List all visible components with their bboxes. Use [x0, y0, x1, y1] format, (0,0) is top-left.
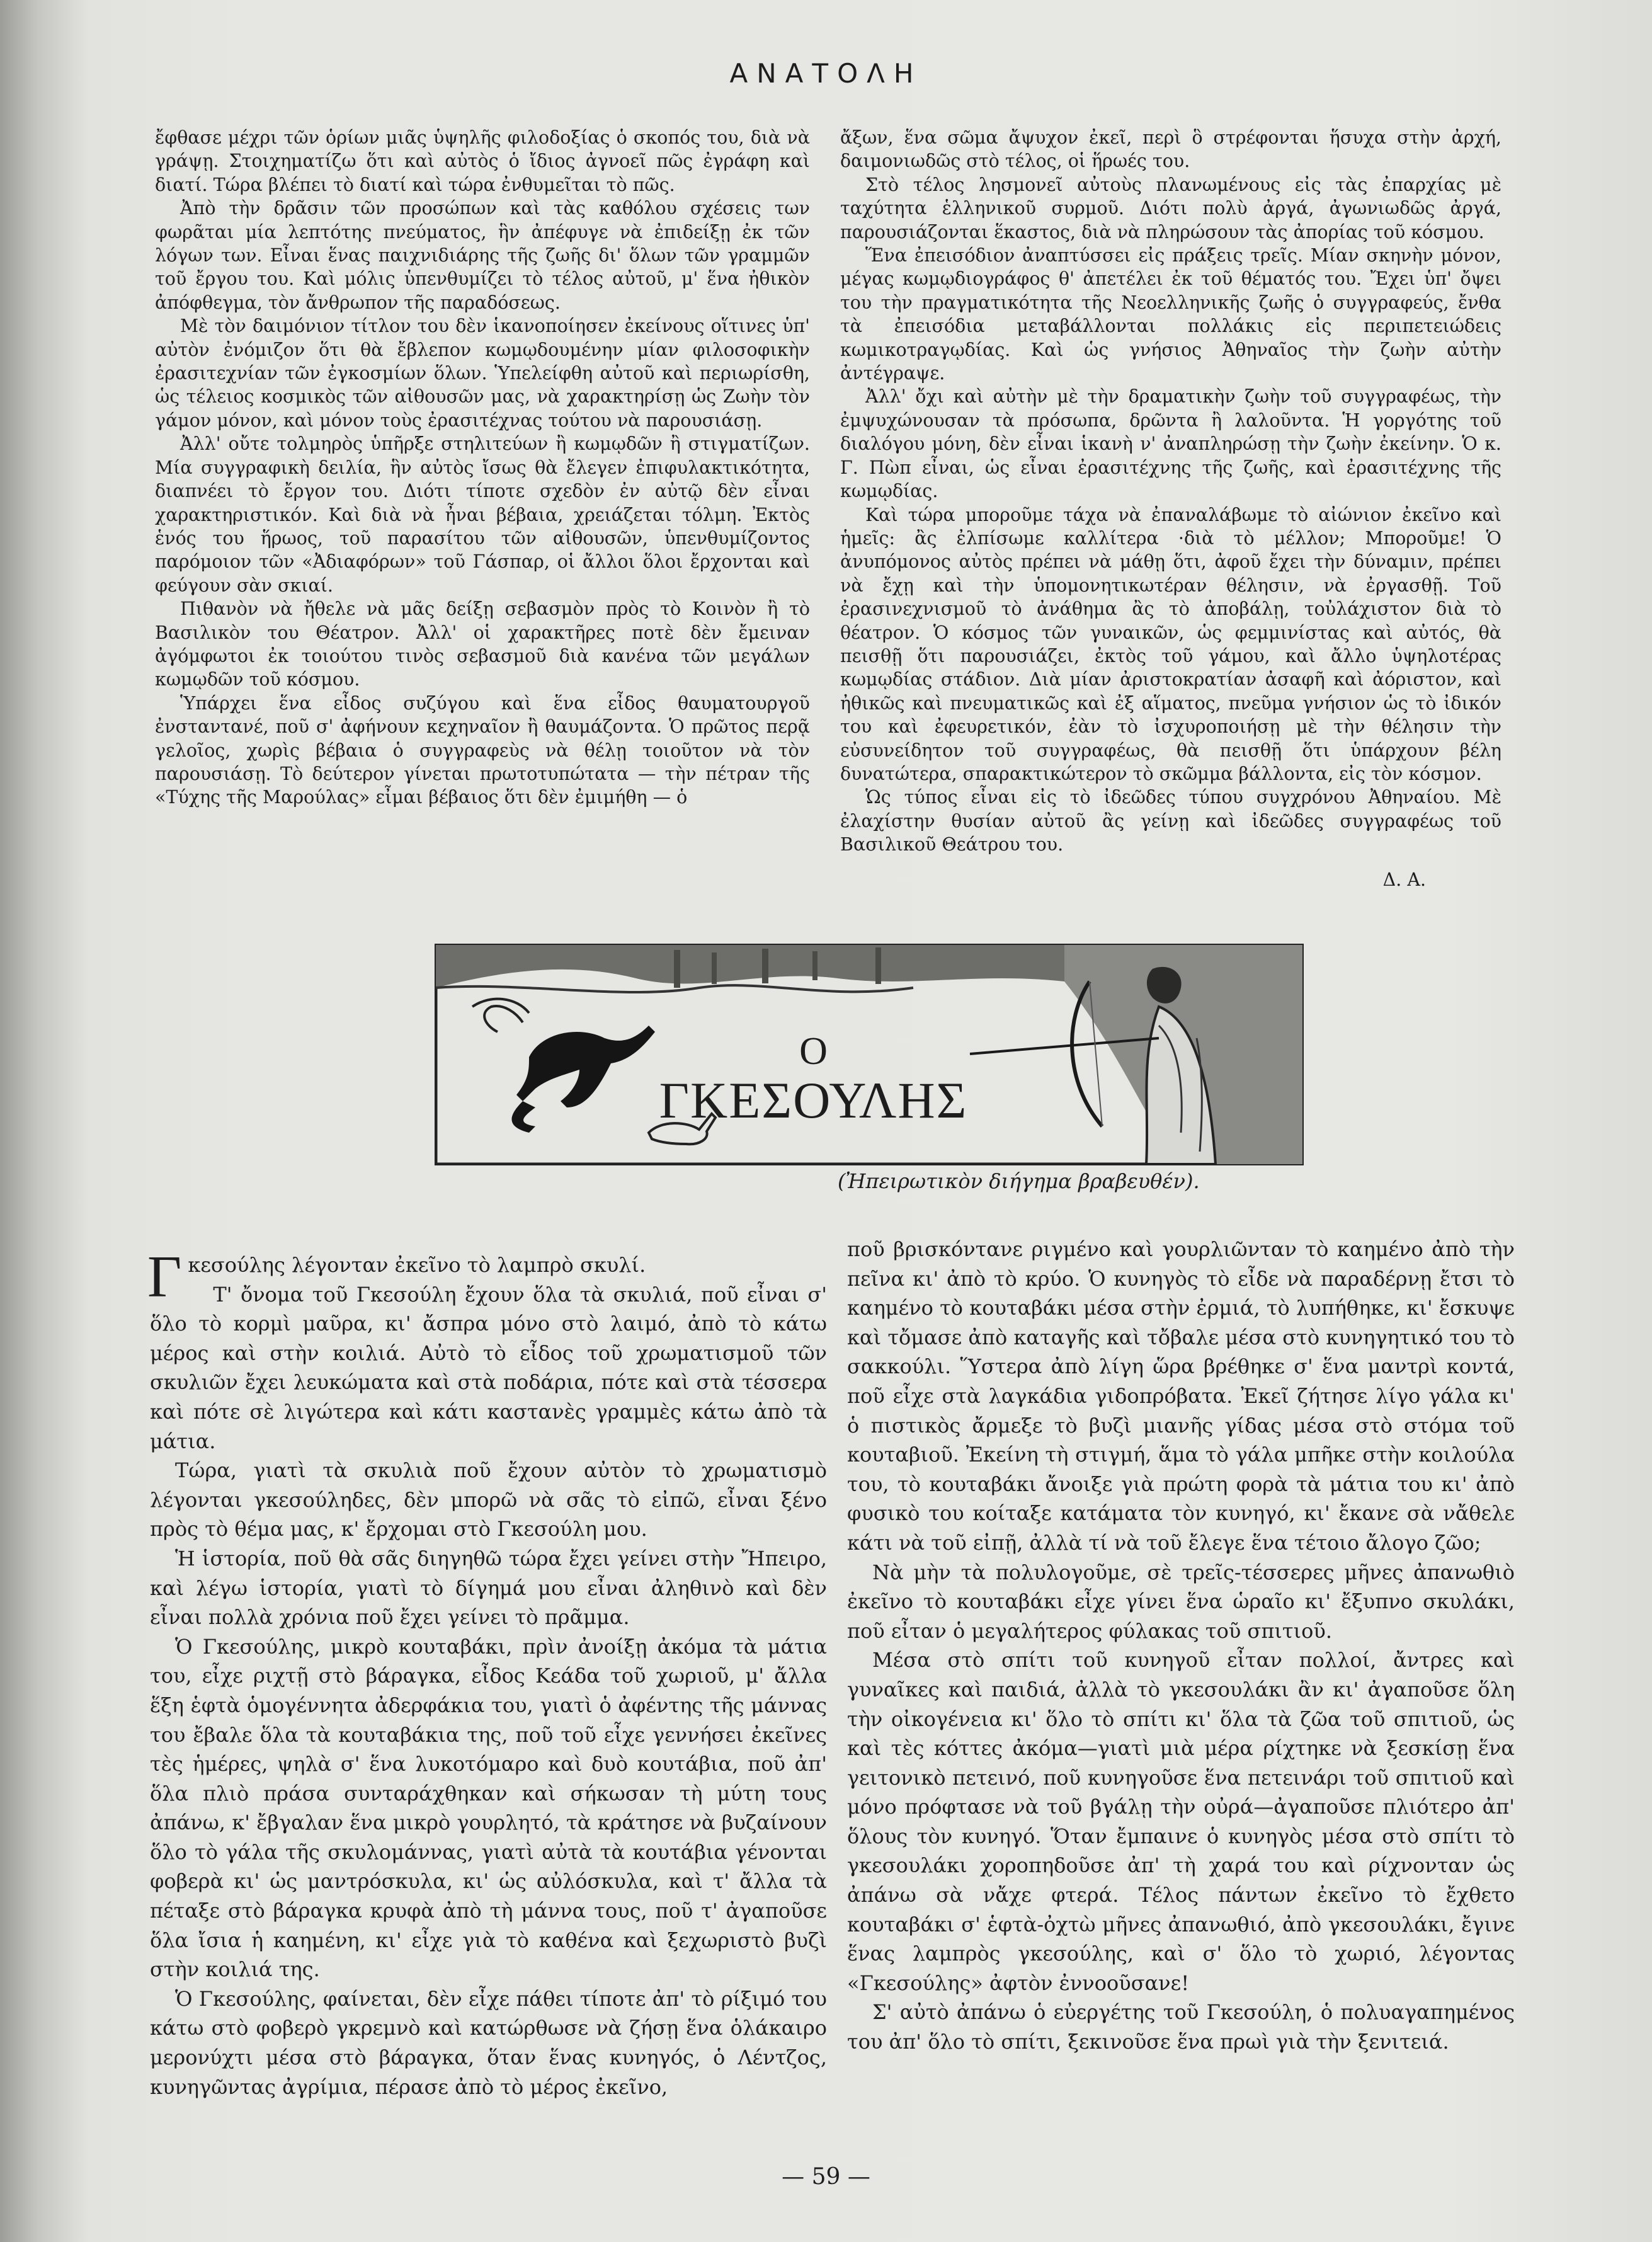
paragraph: Γκεσούλης λέγονταν ἐκεῖνο τὸ λαμπρὸ σκυλί. [147, 1244, 646, 1310]
paragraph: Ὁ Γκεσούλης, μικρὸ κουταβάκι, πρὶν ἀνοίξῃ ἀκόμα τὰ μάτια του, εἶχε ριχτῇ στὸ βάραγκα, εἶδος Κεάδα τοῦ χωριοῦ, μ' ἄλλα ἕξη ἑφτὰ ὁμογέννητα ἀδερφάκια του, γιατὶ ὁ ἀφέντης τῆς μάννας του ἔβαλε ὅλα τὰ κουταβάκια της, ποῦ τοῦ εἶχε γεννήσει ἐκεῖνες τὲς ἡμέρες, ψηλὰ σ' ἕνα λυκοτόμαρο καὶ δυὸ κουτάβια, ποῦ ἀπ' ὅλα πλιὸ πράσα συνταράχθηκαν καὶ σήκωσαν τὴ μύτη τους ἀπάνω, κ' ἔβγαλαν ἕνα μικρὸ γουρλητό, τὰ κράτησε νὰ βυζαίνουν ὅλο τὸ γάλα τῆς σκυλομάννας, γιατὶ αὐτὰ τὰ κουτάβια γένονται φοβερὰ κι' ὡς μαντρόσκυλα, κι' ὡς αὐλόσκυλα, καὶ τ' ἄλλα τὰ πέταξε στὸ βάραγκα κρυφὰ ἀπὸ τὴ μάννα τους, ποῦ τ' ἀγαποῦσε ὅλα ἴσια ἡ καημένη, κι' εἶχε γιὰ τὸ καθένα καὶ ξεχωριστὸ βυζὶ στὴν κοιλιά της. [150, 1634, 827, 1982]
paragraph: Ἡ ἱστορία, ποῦ θὰ σᾶς διηγηθῶ τώρα ἔχει γείνει στὴν Ἤπειρο, καὶ λέγω ἱστορία, γιατὶ τὸ δίγημά μου εἶναι ἀληθινὸ καὶ δὲν εἶναι πολλὰ χρόνια ποῦ ἔχει γείνει τὸ πρᾶμμα. [150, 1546, 827, 1630]
second-dog-outline [484, 1006, 523, 1032]
paragraph: Πιθανὸν νὰ ἤθελε νὰ μᾶς δείξῃ σεβασμὸν πρὸς τὸ Κοινὸν ἢ τὸ Βασιλικὸν του Θέατρον. Ἀλλ' οἱ χαρακτῆρες ποτὲ δὲν ἔμειναν ἀγόμφωτοι ἐκ τοιούτου τινὸς σεβασμοῦ διὰ κανένα τῶν μεγάλων κωμῳδῶν τοῦ κόσμου. [155, 598, 810, 690]
paragraph: Ἕνα ἐπεισόδιον ἀναπτύσσει εἰς πράξεις τρεῖς. Μίαν σκηνὴν μόνον, μέγας κωμῳδιογράφος θ' ἀπετέλει ἐκ τοῦ θέματός του. Ἔχει ὑπ' ὄψει του τὴν πραγματικότητα τῆς Νεοελληνικῆς ζωῆς ὁ συγγραφεύς, ἔνθα τὰ ἐπεισόδια μεταβάλλονται πολλάκις εἰς περιπετειώδεις κωμικοτραγῳδίας. Καὶ ὡς γνήσιος Ἀθηναῖος τὴν ζωὴν αὐτὴν ἀντέγραψε. [840, 245, 1501, 384]
story-column-right [847, 1235, 1515, 2057]
paragraph: Ἀλλ' ὄχι καὶ αὐτὴν μὲ τὴν δραματικὴν ζωὴν τοῦ συγγραφέως, τὴν ἐμψυχώνουσαν τὰ πρόσωπα, δρῶντα ἢ λαλοῦντα. Ἡ γοργότης τοῦ διαλόγου μόνη, δὲν εἶναι ἱκανὴ ν' ἀναπληρώσῃ τὴν ζωὴν ἐκείνην. Ὁ κ. Γ. Πὼπ εἶναι, ὡς εἶναι ἐρασιτέχνης τῆς ζωῆς, καὶ ἐρασιτέχνης τῆς κωμῳδίας. [840, 386, 1501, 502]
paragraph: ἄξων, ἕνα σῶμα ἄψυχον ἐκεῖ, περὶ ὃ στρέφονται ἥσυχα στὴν ἀρχή, δαιμονιωδῶς στὸ τέλος, οἱ ἥρωές του. [840, 127, 1501, 172]
paragraph: Στὸ τέλος λησμονεῖ αὐτοὺς πλανωμένους εἰς τὰς ἐπαρχίας μὲ ταχύτητα ἑλληνικοῦ συρμοῦ. Διότι πολὺ ἀργά, ἀγωνιωδῶς ἀργά, παρουσιάζονται ἕκαστος, διὰ νὰ πληρώσουν τὰς ἀπορίας τοῦ κόσμου. [840, 174, 1501, 243]
drop-cap: Γ [147, 1244, 182, 1310]
magazine-page: ΑΝΑΤΟΛΗ ἔφθασε μέχρι τῶν ὁρίων μιᾶς ὑψηλῆς φιλοδοξίας ὁ σκοπός του, διὰ νὰ γράψῃ. Στοιχηματίζω ὅτι καὶ αὐτὸς ὁ ἴδιος ἀγνοεῖ πῶς ἐγράφη καὶ διατί. Τώρα βλέπει τὸ διατί καὶ τώρα ἐνθυμεῖται τὸ πῶς. Ἀπὸ τὴν δρᾶσιν τῶν προσώπων καὶ τὰς καθόλου σχέσεις των φωρᾶται μία λεπτότης πνεύματος, ἣν ἀπέφυγε νὰ ἐπιδείξῃ ἐκ τῶν λόγων των. Εἶναι ἕνας παιχνιδιάρης τῆς ζωῆς δι' ὅλων τῶν γραμμῶν τοῦ ἔργου του. Καὶ μόλις ὑπενθυμίζει τὸ τέλος αὐτοῦ, μ' ἕνα ἠθικὸν ἀπόφθεγμα, τὸν ἄνθρωπον τῆς παραδόσεως. Μὲ τὸν δαιμόνιον τίτλον του δὲν ἱκανοποίησεν ἐκείνους οἵτινες ὑπ' αὐτὸν ἐνόμιζον ὅτι θὰ ἔβλεπον κωμῳδουμένην μίαν φιλοσοφικὴν ἐρασιτεχνίαν τῶν ἐγκοσμίων ὅλων. Ὑπελείφθη αὐτοῦ καὶ περιωρίσθη, ὡς τέλειος κοσμικὸς τῶν αἰθουσῶν μας, νὰ χαρακτηρίσῃ ὡς Ζωὴν τὸν γάμον μόνον, καὶ μόνον τοὺς ἐρασιτέχνας τούτου νὰ παρουσιάσῃ. Ἀλλ' οὔτε τολμηρὸς ὑπῆρξε στηλιτεύων ἢ κωμῳδῶν ἢ στιγματίζων. Μία συγγραφικὴ δειλία, ἣν αὐτὸς ἴσως θὰ ἔλεγεν ἐπιφυλακτικότητα, διαπνέει τὸ ἔργον του. Διότι τίποτε σχεδὸν ἐν αὐτῷ δὲν εἶναι χαρακτηριστικόν. Καὶ διὰ νὰ ἦναι βέβαια, χρειάζεται τόλμη. Ἐκτὸς ἑνός του ἥρωος, τοῦ παρασίτου τῶν αἰθουσῶν, ὑπενθυμίζοντος παρόμοιον τῶν «Ἀδιαφόρων» τοῦ Γάσπαρ, οἱ ἄλλοι ὅλοι ἔρχονται καὶ φεύγουν σὰν σκιαί. Πιθανὸν νὰ ἤθελε νὰ μᾶς δείξῃ σεβασμὸν πρὸς τὸ Κοινὸν ἢ τὸ Βασιλικὸν του Θέατρον. Ἀλλ' οἱ χαρακτῆρες ποτὲ δὲν ἔμειναν ἀγόμφωτοι ἐκ τοιούτου τινὸς σεβασμοῦ διὰ κανένα τῶν μεγάλων κωμῳδῶν τοῦ κόσμου. Ὑπάρχει ἕνα εἶδος συζύγου καὶ ἕνα εἶδος θαυματουργοῦ ἐνσταντανέ, ποῦ σ' ἀφήνουν κεχηναῖον ἢ θαυμάζοντα. Ὁ πρῶτος περᾷ γελοῖος, χωρὶς βέβαια ὁ συγγραφεὺς νὰ θέλῃ τοιοῦτον νὰ τὸν παρουσιάσῃ. Τὸ δεύτερον γίνεται πρωτοτυπώτατα — τὴν πέτραν τῆς «Τύχης τῆς Μαρούλας» εἶμαι βέβαιος ὅτι δὲν ἐμιμήθη — ὁ ἄξων, ἕνα σῶμα ἄψυχον ἐκεῖ, περὶ ὃ στρέφονται ἥσυχα στὴν ἀρχή, δαιμονιωδῶς στὸ τέλος, οἱ ἥρωές του. Στὸ τέλος λησμονεῖ αὐτοὺς πλανωμένους εἰς τὰς ἐπαρχίας μὲ ταχύτητα ἑλληνικοῦ συρμοῦ. Διότι πολὺ ἀργά, ἀγωνιωδῶς ἀργά, παρουσιάζονται ἕκαστος, διὰ νὰ πληρώσουν τὰς ἀπορίας τοῦ κόσμου. Ἕνα ἐπεισόδιον ἀναπτύσσει εἰς πράξεις τρεῖς. Μίαν σκηνὴν μόνον, μέγας κωμῳδιογράφος θ' ἀπετέλει ἐκ τοῦ θέματός του. Ἔχει ὑπ' ὄψει του τὴν πραγματικότητα τῆς Νεοελληνικῆς ζωῆς ὁ συγγραφεύς, ἔνθα τὰ ἐπεισόδια μεταβάλλονται πολλάκις εἰς περιπετειώδεις κωμικοτραγῳδίας. Καὶ ὡς γνήσιος Ἀθηναῖος τὴν ζωὴν αὐτὴν ἀντέγραψε. Ἀλλ' ὄχι καὶ αὐτὴν μὲ τὴν δραματικὴν ζωὴν τοῦ συγγραφέως, τὴν ἐμψυχώνουσαν τὰ πρόσωπα, δρῶντα ἢ λαλοῦντα. Ἡ γοργότης τοῦ διαλόγου μόνη, δὲν εἶναι ἱκανὴ ν' ἀναπληρώσῃ τὴν ζωὴν ἐκείνην. Ὁ κ. Γ. Πὼπ εἶναι, ὡς εἶναι ἐρασιτέχνης τῆς ζωῆς, καὶ ἐρασιτέχνης τῆς κωμῳδίας. Καὶ τώρα μποροῦμε τάχα νὰ ἐπαναλάβωμε τὸ αἰώνιον ἐκεῖνο καὶ ἡμεῖς: ἂς ἐλπίσωμε καλλίτερα ·διὰ τὸ μέλλον; Μποροῦμε! Ὁ ἀνυπόμονος αὐτὸς πρέπει νὰ μάθῃ ὅτι, ἀφοῦ ἔχει τὴν δύναμιν, πρέπει νὰ ἔχῃ καὶ τὴν ὑπομονητικωτέραν θέλησιν, νὰ ἐργασθῇ. Τοῦ ἐρασινεχνισμοῦ τὸ ἀνάθημα ἂς τὸ ἀποβάλῃ, τοὐλάχιστον διὰ τὸ θέατρον. Ὁ κόσμος τῶν γυναικῶν, ὡς φεμμινίστας καὶ αὐτός, θὰ πεισθῇ ὅτι παρουσιάζει, ἐκτὸς τοῦ γάμου, καὶ ἄλλο ὑψηλοτέρας κωμῳδίας στάδιον. Διὰ μίαν ἀριστοκρατίαν ἀσαφῆ καὶ ἀόριστον, καὶ ἠθικῶς καὶ πνευματικῶς καὶ ἐξ αἵματος, πνεῦμα γνήσιον ὡς τὸ ἰδικόν του καὶ ἐφευρετικόν, ἐὰν τὸ ἰσχυροποιήσῃ μὲ τὴν θέλησιν τὴν εὐσυνείδητον τοῦ συγγραφέως, θὰ πεισθῇ ὅτι ὑπάρχουν βέλη δυνατώτερα, σπαρακτικώτερον τὸ σκῶμμα βάλλοντα, εἰς τὸν κόσμον. Ὡς τύπος εἶναι εἰς τὸ ἰδεῶδες τύπου συγχρόνου Ἀθηναίου. Μὲ ἐλαχίστην θυσίαν αὐτοῦ ἂς γείνῃ καὶ ἰδεῶδες συγγραφέως τοῦ Βασιλικοῦ Θεάτρου του. Δ. Α. Ο ΓΚΕΣΟΥΛΗΣ (Ἠπειρωτικὸν διήγημα βραβευθέν). Γκεσούλης λέγονταν ἐκεῖνο τὸ λαμπρὸ σκυλί. Τ' ὄνομα τοῦ Γκεσούλη ἔχουν ὅλα τὰ σκυλιά, ποῦ εἶναι σ' ὅλο τὸ κορμὶ μαῦρα, κι' ἄσπρα μόνο στὸ λαιμό, ἀπὸ τὸ κάτω μέρος καὶ στὴν κοιλιά. Αὐτὸ τὸ εἶδος τοῦ χρωματισμοῦ τῶν σκυλιῶν ἔχει λευκώματα καὶ στὰ ποδάρια, πότε καὶ στὰ τέσσερα καὶ πότε σὲ λιγώτερα καὶ κάτι καστανὲς γραμμὲς κάτω ἀπὸ τὰ μάτια. Τώρα, γιατὶ τὰ σκυλιὰ ποῦ ἔχουν αὐτὸν τὸ χρωματισμὸ λέγονται γκεσούληδες, δὲν μπορῶ νὰ σᾶς τὸ εἰπῶ, εἶναι ξένο πρὸς τὸ θέμα μας, κ' ἔρχομαι στὸ Γκεσούλη μου. Ἡ ἱστορία, ποῦ θὰ σᾶς διηγηθῶ τώρα ἔχει γείνει στὴν Ἤπειρο, καὶ λέγω ἱστορία, γιατὶ τὸ δίγημά μου εἶναι ἀληθινὸ καὶ δὲν εἶναι πολλὰ χρόνια ποῦ ἔχει γείνει τὸ πρᾶμμα. Ὁ Γκεσούλης, μικρὸ κουταβάκι, πρὶν ἀνοίξῃ ἀκόμα τὰ μάτια του, εἶχε ριχτῇ στὸ βάραγκα, εἶδος Κεάδα τοῦ χωριοῦ, μ' ἄλλα ἕξη ἑφτὰ ὁμογέννητα ἀδερφάκια του, γιατὶ ὁ ἀφέντης τῆς μάννας του ἔβαλε ὅλα τὰ κουταβάκια της, ποῦ τοῦ εἶχε γεννήσει ἐκεῖνες τὲς ἡμέρες, ψηλὰ σ' ἕνα λυκοτόμαρο καὶ δυὸ κουτάβια, ποῦ ἀπ' ὅλα πλιὸ πράσα συνταράχθηκαν καὶ σήκωσαν τὴ μύτη τους ἀπάνω, κ' ἔβγαλαν ἕνα μικρὸ γουρλητό, τὰ κράτησε νὰ βυζαίνουν ὅλο τὸ γάλα τῆς σκυλομάννας, γιατὶ αὐτὰ τὰ κουτάβια γένονται φοβερὰ κι' ὡς μαντρόσκυλα, κι' ὡς αὐλόσκυλα, καὶ τ' ἄλλα τὰ πέταξε στὸ βάραγκα κρυφὰ ἀπὸ τὴ μάννα τους, ποῦ τ' ἀγαποῦσε ὅλα ἴσια ἡ καημένη, κι' εἶχε γιὰ τὸ καθένα καὶ ξεχωριστὸ βυζὶ στὴν κοιλιά της. Ὁ Γκεσούλης, φαίνεται, δὲν εἶχε πάθει τίποτε ἀπ' τὸ ρίξιμό του κάτω στὸ φοβερὸ γκρεμνὸ καὶ κατώρθωσε νὰ ζήσῃ ἕνα ὁλάκαιρο μερονύχτι μέσα στὸ βάραγκα, ὅταν ἕνας κυνηγός, ὁ Λέντζος, κυνηγῶντας ἀγρίμια, πέρασε ἀπὸ τὸ μέρος ἐκεῖνο, ποῦ βρισκόντανε ριγμένο καὶ γουρλιῶνταν τὸ καημένο ἀπὸ τὴν πεῖνα κι' ἀπὸ τὸ κρύο. Ὁ κυνηγὸς τὸ εἶδε νὰ παραδέρνῃ ἔτσι τὸ καημένο τὸ κουταβάκι μέσα στὴν ἐρμιά, τὸ λυπήθηκε, κι' ἔσκυψε καὶ τὄμασε ἀπὸ καταγῆς καὶ τὄβαλε μέσα στὸ κυνηγητικό του τὸ σακκούλι. Ὕστερα ἀπὸ λίγη ὥρα βρέθηκε σ' ἕνα μαντρὶ κοντά, ποῦ εἶχε στὰ λαγκάδια γιδοπρόβατα. Ἐκεῖ ζήτησε λίγο γάλα κι' ὁ πιστικὸς ἄρμεξε τὸ βυζὶ μιανῆς γίδας μέσα στὸ στόμα τοῦ κουταβιοῦ. Ἐκείνη τὴ στιγμή, ἅμα τὸ γάλα μπῆκε στὴν κοιλούλα του, τὸ κουταβάκι ἄνοιξε γιὰ πρώτη φορὰ τὰ μάτια του κι' ἀπὸ φυσικὸ του κοίταξε κατάματα τὸν κυνηγό, κι' ἔκανε σὰ νἄθελε κάτι νὰ τοῦ εἰπῇ, ἀλλὰ τί νὰ τοῦ ἔλεγε ἕνα τέτοιο ἄλογο ζῶο; Νὰ μὴν τὰ πολυλογοῦμε, σὲ τρεῖς-τέσσερες μῆνες ἀπανωθιὸ ἐκεῖνο τὸ κουταβάκι εἶχε γίνει ἕνα ὡραῖο κι' ἔξυπνο σκυλάκι, ποῦ εἶταν ὁ μεγαλήτερος φύλακας τοῦ σπιτιοῦ. Μέσα στὸ σπίτι τοῦ κυνηγοῦ εἶταν πολλοί, ἄντρες καὶ γυναῖκες καὶ παιδιά, ἀλλὰ τὸ γκεσουλάκι ἂν κι' ἀγαποῦσε ὅλη τὴν οἰκογένεια κι' ὅλο τὸ σπίτι κι' ὅλα τὰ ζῶα τοῦ σπιτιοῦ, ὡς καὶ τὲς κόττες ἀκόμα—γιατὶ μιὰ μέρα ρίχτηκε νὰ ξεσκίσῃ ἕνα γειτονικὸ πετεινό, ποῦ κυνηγοῦσε ἕνα πετεινάρι τοῦ σπιτιοῦ καὶ μόνο πρόφτασε νὰ τοῦ βγάλῃ τὴν οὐρά—ἀγαποῦσε πλιότερο ἀπ' ὅλους τὸν κυνηγό. Ὅταν ἔμπαινε ὁ κυνηγὸς μέσα στὸ σπίτι τὸ γκεσουλάκι χοροπηδοῦσε ἀπ' τὴ χαρά του καὶ ρίχνονταν ὡς ἀπάνω σὰ νἄχε φτερά. Τέλος πάντων ἐκεῖνο τὸ ἔχθετο κουταβάκι σ' ἑφτὰ-ὀχτὼ μῆνες ἀπανωθιό, ἀπὸ γκεσουλάκι, ἔγινε ἕνας λαμπρὸς γκεσούλης, καὶ σ' ὅλο τὸ χωριό, λέγοντας «Γκεσούλης» ἀφτὸν ἐννοοῦσανε! Σ' αὐτὸ ἀπάνω ὁ εὐεργέτης τοῦ Γκεσούλη, ὁ πολυαγαπημένος του ἀπ' ὅλο τὸ σπίτι, ξεκινοῦσε ἕνα πρωὶ γιὰ τὴν ξενιτειά. — 59 — [0, 0, 1652, 2242]
paragraph: Ὑπάρχει ἕνα εἶδος συζύγου καὶ ἕνα εἶδος θαυματουργοῦ ἐνσταντανέ, ποῦ σ' ἀφήνουν κεχηναῖον ἢ θαυμάζοντα. Ὁ πρῶτος περᾷ γελοῖος, χωρὶς βέβαια ὁ συγγραφεὺς νὰ θέλῃ τοιοῦτον νὰ τὸν παρουσιάσῃ. Τὸ δεύτερον γίνεται πρωτοτυπώτατα — τὴν πέτραν τῆς «Τύχης τῆς Μαρούλας» εἶμαι βέβαιος ὅτι δὲν ἐμιμήθη — ὁ [155, 692, 810, 808]
page-number: — 59 — [782, 2164, 870, 2190]
paragraph: ποῦ βρισκόντανε ριγμένο καὶ γουρλιῶνταν τὸ καημένο ἀπὸ τὴν πεῖνα κι' ἀπὸ τὸ κρύο. Ὁ κυνηγὸς τὸ εἶδε νὰ παραδέρνῃ ἔτσι τὸ καημένο τὸ κουταβάκι μέσα στὴν ἐρμιά, τὸ λυπήθηκε, κι' ἔσκυψε καὶ τὄμασε ἀπὸ καταγῆς καὶ τὄβαλε μέσα στὸ κυνηγητικό του τὸ σακκούλι. Ὕστερα ἀπὸ λίγη ὥρα βρέθηκε σ' ἕνα μαντρὶ κοντά, ποῦ εἶχε στὰ λαγκάδια γιδοπρόβατα. Ἐκεῖ ζήτησε λίγο γάλα κι' ὁ πιστικὸς ἄρμεξε τὸ βυζὶ μιανῆς γίδας μέσα στὸ στόμα τοῦ κουταβιοῦ. Ἐκείνη τὴ στιγμή, ἅμα τὸ γάλα μπῆκε στὴν κοιλούλα του, τὸ κουταβάκι ἄνοιξε γιὰ πρώτη φορὰ τὰ μάτια του κι' ἀπὸ φυσικὸ του κοίταξε κατάματα τὸν κυνηγό, κι' ἔκανε σὰ νἄθελε κάτι νὰ τοῦ εἰπῇ, ἀλλὰ τί νὰ τοῦ ἔλεγε ἕνα τέτοιο ἄλογο ζῶο; [847, 1237, 1515, 1555]
running-header: ΑΝΑΤΟΛΗ [729, 58, 923, 89]
review-column-right [840, 126, 1501, 891]
paragraph: Ὡς τύπος εἶναι εἰς τὸ ἰδεῶδες τύπου συγχρόνου Ἀθηναίου. Μὲ ἐλαχίστην θυσίαν αὐτοῦ ἂς γείνῃ καὶ ἰδεῶδες συγγραφέως τοῦ Βασιλικοῦ Θεάτρου του. [840, 787, 1501, 855]
paragraph: Μέσα στὸ σπίτι τοῦ κυνηγοῦ εἶταν πολλοί, ἄντρες καὶ γυναῖκες καὶ παιδιά, ἀλλὰ τὸ γκεσουλάκι ἂν κι' ἀγαποῦσε ὅλη τὴν οἰκογένεια κι' ὅλο τὸ σπίτι κι' ὅλα τὰ ζῶα τοῦ σπιτιοῦ, ὡς καὶ τὲς κόττες ἀκόμα—γιατὶ μιὰ μέρα ρίχτηκε νὰ ξεσκίσῃ ἕνα γειτονικὸ πετεινό, ποῦ κυνηγοῦσε ἕνα πετεινάρι τοῦ σπιτιοῦ καὶ μόνο πρόφτασε νὰ τοῦ βγάλῃ τὴν οὐρά—ἀγαποῦσε πλιότερο ἀπ' ὅλους τὸν κυνηγό. Ὅταν ἔμπαινε ὁ κυνηγὸς μέσα στὸ σπίτι τὸ γκεσουλάκι χοροπηδοῦσε ἀπ' τὴ χαρά του καὶ ρίχνονταν ὡς ἀπάνω σὰ νἄχε φτερά. Τέλος πάντων ἐκεῖνο τὸ ἔχθετο κουταβάκι σ' ἑφτὰ-ὀχτὼ μῆνες ἀπανωθιό, ἀπὸ γκεσουλάκι, ἔγινε ἕνας λαμπρὸς γκεσούλης, καὶ σ' ὅλο τὸ χωριό, λέγοντας «Γκεσούλης» ἀφτὸν ἐννοοῦσανε! [847, 1648, 1515, 1995]
paragraph: ἔφθασε μέχρι τῶν ὁρίων μιᾶς ὑψηλῆς φιλοδοξίας ὁ σκοπός του, διὰ νὰ γράψῃ. Στοιχηματίζω ὅτι καὶ αὐτὸς ὁ ἴδιος ἀγνοεῖ πῶς ἐγράφη καὶ διατί. Τώρα βλέπει τὸ διατί καὶ τώρα ἐνθυμεῖται τὸ πῶς. [155, 127, 810, 195]
review-column-left [155, 126, 810, 809]
paragraph: Τώρα, γιατὶ τὰ σκυλιὰ ποῦ ἔχουν αὐτὸν τὸ χρωματισμὸ λέγονται γκεσούληδες, δὲν μπορῶ νὰ σᾶς τὸ εἰπῶ, εἶναι ξένο πρὸς τὸ θέμα μας, κ' ἔρχομαι στὸ Γκεσούλη μου. [150, 1458, 827, 1541]
paragraph: Ἀλλ' οὔτε τολμηρὸς ὑπῆρξε στηλιτεύων ἢ κωμῳδῶν ἢ στιγματίζων. Μία συγγραφικὴ δειλία, ἣν αὐτὸς ἴσως θὰ ἔλεγεν ἐπιφυλακτικότητα, διαπνέει τὸ ἔργον του. Διότι τίποτε σχεδὸν ἐν αὐτῷ δὲν εἶναι χαρακτηριστικόν. Καὶ διὰ νὰ ἦναι βέβαια, χρειάζεται τόλμη. Ἐκτὸς ἑνός του ἥρωος, τοῦ παρασίτου τῶν αἰθουσῶν, ὑπενθυμίζοντος παρόμοιον τῶν «Ἀδιαφόρων» τοῦ Γάσπαρ, οἱ ἄλλοι ὅλοι ἔρχονται καὶ φεύγουν σὰν σκιαί. [155, 433, 810, 596]
paragraph: Σ' αὐτὸ ἀπάνω ὁ εὐεργέτης τοῦ Γκεσούλη, ὁ πολυαγαπημένος του ἀπ' ὅλο τὸ σπίτι, ξεκινοῦσε ἕνα πρωὶ γιὰ τὴν ξενιτειά. [847, 2000, 1515, 2054]
story-subtitle: (Ἠπειρωτικὸν διήγημα βραβευθέν). [838, 1169, 1200, 1193]
paragraph: Τ' ὄνομα τοῦ Γκεσούλη ἔχουν ὅλα τὰ σκυλιά, ποῦ εἶναι σ' ὅλο τὸ κορμὶ μαῦρα, κι' ἄσπρα μόνο στὸ λαιμό, ἀπὸ τὸ κάτω μέρος καὶ στὴν κοιλιά. Αὐτὸ τὸ εἶδος τοῦ χρωματισμοῦ τῶν σκυλιῶν ἔχει λευκώματα καὶ στὰ ποδάρια, πότε καὶ στὰ τέσσερα καὶ πότε σὲ λιγώτερα καὶ κάτι καστανὲς γραμμὲς κάτω ἀπὸ τὰ μάτια. [150, 1282, 827, 1453]
paragraph: Ἀπὸ τὴν δρᾶσιν τῶν προσώπων καὶ τὰς καθόλου σχέσεις των φωρᾶται μία λεπτότης πνεύματος, ἣν ἀπέφυγε νὰ ἐπιδείξῃ ἐκ τῶν λόγων των. Εἶναι ἕνας παιχνιδιάρης τῆς ζωῆς δι' ὅλων τῶν γραμμῶν τοῦ ἔργου του. Καὶ μόλις ὑπενθυμίζει τὸ τέλος αὐτοῦ, μ' ἕνα ἠθικὸν ἀπόφθεγμα, τὸν ἄνθρωπον τῆς παραδόσεως. [155, 198, 810, 313]
paragraph: Μὲ τὸν δαιμόνιον τίτλον του δὲν ἱκανοποίησεν ἐκείνους οἵτινες ὑπ' αὐτὸν ἐνόμιζον ὅτι θὰ ἔβλεπον κωμῳδουμένην μίαν φιλοσοφικὴν ἐρασιτεχνίαν τῶν ἐγκοσμίων ὅλων. Ὑπελείφθη αὐτοῦ καὶ περιωρίσθη, ὡς τέλειος κοσμικὸς τῶν αἰθουσῶν μας, νὰ χαρακτηρίσῃ ὡς Ζωὴν τὸν γάμον μόνον, καὶ μόνον τοὺς ἐρασιτέχνας τούτου νὰ παρουσιάσῃ. [155, 316, 810, 431]
paragraph: Ὁ Γκεσούλης, φαίνεται, δὲν εἶχε πάθει τίποτε ἀπ' τὸ ρίξιμό του κάτω στὸ φοβερὸ γκρεμνὸ καὶ κατώρθωσε νὰ ζήσῃ ἕνα ὁλάκαιρο μερονύχτι μέσα στὸ βάραγκα, ὅταν ἕνας κυνηγός, ὁ Λέντζος, κυνηγῶντας ἀγρίμια, πέρασε ἀπὸ τὸ μέρος ἐκεῖνο, [150, 1986, 827, 2099]
hillside [436, 945, 1064, 988]
paragraph: Καὶ τώρα μποροῦμε τάχα νὰ ἐπαναλάβωμε τὸ αἰώνιον ἐκεῖνο καὶ ἡμεῖς: ἂς ἐλπίσωμε καλλίτερα ·διὰ τὸ μέλλον; Μποροῦμε! Ὁ ἀνυπόμονος αὐτὸς πρέπει νὰ μάθῃ ὅτι, ἀφοῦ ἔχει τὴν δύναμιν, πρέπει νὰ ἔχῃ καὶ τὴν ὑπομονητικωτέραν θέλησιν, νὰ ἐργασθῇ. Τοῦ ἐρασινεχνισμοῦ τὸ ἀνάθημα ἂς τὸ ἀποβάλῃ, τοὐλάχιστον διὰ τὸ θέατρον. Ὁ κόσμος τῶν γυναικῶν, ὡς φεμμινίστας καὶ αὐτός, θὰ πεισθῇ ὅτι παρουσιάζει, ἐκτὸς τοῦ γάμου, καὶ ἄλλο ὑψηλοτέρας κωμῳδίας στάδιον. Διὰ μίαν ἀριστοκρατίαν ἀσαφῆ καὶ ἀόριστον, καὶ ἠθικῶς καὶ πνευματικῶς καὶ ἐξ αἵματος, πνεῦμα γνήσιον ὡς τὸ ἰδικόν του καὶ ἐφευρετικόν, ἐὰν τὸ ἰσχυροποιήσῃ μὲ τὴν θέλησιν τὴν εὐσυνείδητον τοῦ συγγραφέως, θὰ πεισθῇ ὅτι ὑπάρχουν βέλη δυνατώτερα, σπαρακτικώτερον τὸ σκῶμμα βάλλοντα, εἰς τὸν κόσμον. [840, 504, 1501, 784]
author-signature: Δ. Α. [1382, 869, 1426, 890]
paragraph: Νὰ μὴν τὰ πολυλογοῦμε, σὲ τρεῖς-τέσσερες μῆνες ἀπανωθιὸ ἐκεῖνο τὸ κουταβάκι εἶχε γίνει ἕνα ὡραῖο κι' ἔξυπνο σκυλάκι, ποῦ εἶταν ὁ μεγαλήτερος φύλακας τοῦ σπιτιοῦ. [847, 1560, 1515, 1643]
story-column-left [147, 1244, 827, 2102]
